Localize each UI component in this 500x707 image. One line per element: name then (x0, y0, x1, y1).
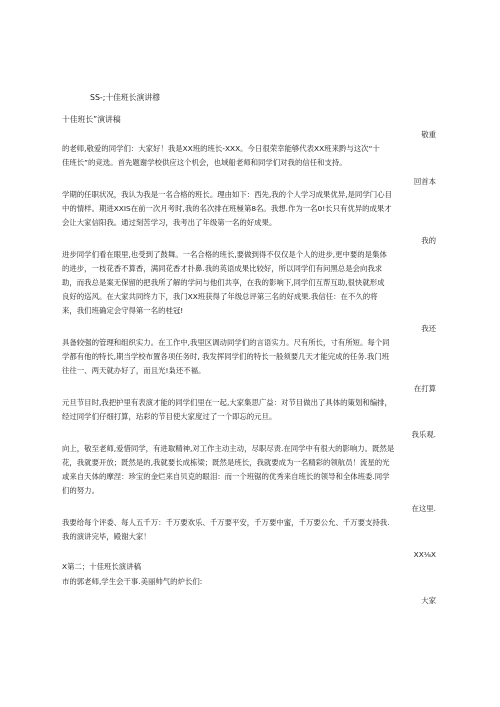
paragraph-3-line: 助，而我总是案无保留的把我所了解的学问与他们共享，在我的影响下,同学们互帮互助,很快就形成 (62, 278, 385, 287)
paragraph-3-line: 良好的巡风。在大家共同终力下，我门XX班获得了年级总评第三名的好成果.我信任：在不久的将 (62, 292, 378, 301)
paragraph-2-line: 学期的任职状况，我认为我是一名合格的班长。理由如下：西先,我的个人学习成果优异,是同学门心目 (62, 190, 392, 199)
paragraph-8-lead: 大家 (421, 596, 436, 605)
paragraph-6-lead: 我乐观. (411, 430, 436, 439)
top-heading: SS-;十佳班长演讲穆 (90, 93, 160, 102)
paragraph-1-line: 的老师,敬爱的同学们：大家好！我是XX班的班长-XXX。今日很荣幸能够代表XX班来黔与这次“十 (62, 144, 380, 153)
paragraph-6-line: 向上，敬至老师,爱惜同学，有进取精神,对工作主动主动，尽职尽责.在同学中有很大的影响力。既然是 (62, 444, 395, 453)
paragraph-7-line: 我的演讲完毕，殿谢大家！ (62, 532, 151, 541)
paragraph-3-line: 进步同学们看在眼里,也受到了鼓舞。一名合格的班长,要做到得不仅仅是个人的进步,更中要的是集体 (62, 250, 387, 259)
paragraph-6-line: 花，我就要开放；既然是的,我就要长成栋梁；既然是班长，我就要成为一名精彩的领航员！流星的光 (62, 458, 390, 467)
paragraph-5-line: 经过同学们仔细打算，玷彩的节目使大家度过了一个即忘的元旦。 (62, 412, 277, 421)
paragraph-4-line: 往往一、两天就办好了，而且光!枭还不褔。 (62, 366, 206, 375)
paragraph-4-lead: 我还 (421, 324, 436, 333)
paragraph-2-line: 会让大家信阳我。通过刻苦学习，我考出了年级第一名的好成果。 (62, 218, 277, 227)
paragraph-3-line: 来，我们班确定会守得第一名的桂冠! (62, 306, 184, 315)
paragraph-6-line: 或来自天体的摩涅：珍宝的金烂来自贝克的眼泪：而一个班锯的优秀来自班长的领导和全体班委.同学 (62, 472, 390, 481)
paragraph-4-line: 具备较强的管理和组织实力。在工作中,我里区调动同学们的言语实力。尺有所长，寸有所短。每个同 (62, 338, 390, 347)
paragraph-7-lead: 在这里. (411, 504, 436, 513)
paragraph-5-line: 元旦节目时,我把护里有表演才能的同学们里在一起,大家集思广益：对节目做出了具体的策划和编排， (62, 398, 392, 407)
speech-title-1: 十佳班长”演讲稿 (62, 115, 121, 124)
speech-title-2: X第二；十佳班长演讲稿 (62, 562, 141, 571)
signature: XX⅛X (413, 550, 436, 559)
greeting-line: 市的郭老师,学生会干事.美丽帅气的炉长们: (62, 577, 203, 586)
paragraph-5-lead: 在打算 (413, 384, 436, 393)
paragraph-3-line: 的进步，一枝花香不算香，满同花香才扑鼻.我的英语成果比较好，所以同学们有问黑总是会向我求 (62, 264, 383, 273)
paragraph-3-lead: 我的 (421, 236, 436, 245)
paragraph-1-line: 佳班长”的竞选。首先题谢学校供应这个机会，也域船老师和同学们对我的信任和支持。 (62, 158, 347, 167)
paragraph-2-line: 中的情样。期进XXIS在前一次月考时,我的名次排在班極第8名。我想.作为一名0!长只有优异的成果才 (62, 204, 392, 213)
paragraph-7-line: 我要给每个评委、每人五千万：千万要欢乐、千万要平安，千万要中蜜，千万要公允、千万要支持我. (62, 518, 390, 527)
paragraph-4-line: 学都有他的特长,期当学校布置各项任务时, 我发挥同学们的特长一般须要几天才能完成的任务.我门班 (62, 352, 390, 361)
paragraph-6-line: 们的努力。 (62, 486, 99, 495)
paragraph-1-lead: 敬重 (421, 130, 436, 139)
paragraph-2-lead: 回首本 (413, 177, 436, 186)
